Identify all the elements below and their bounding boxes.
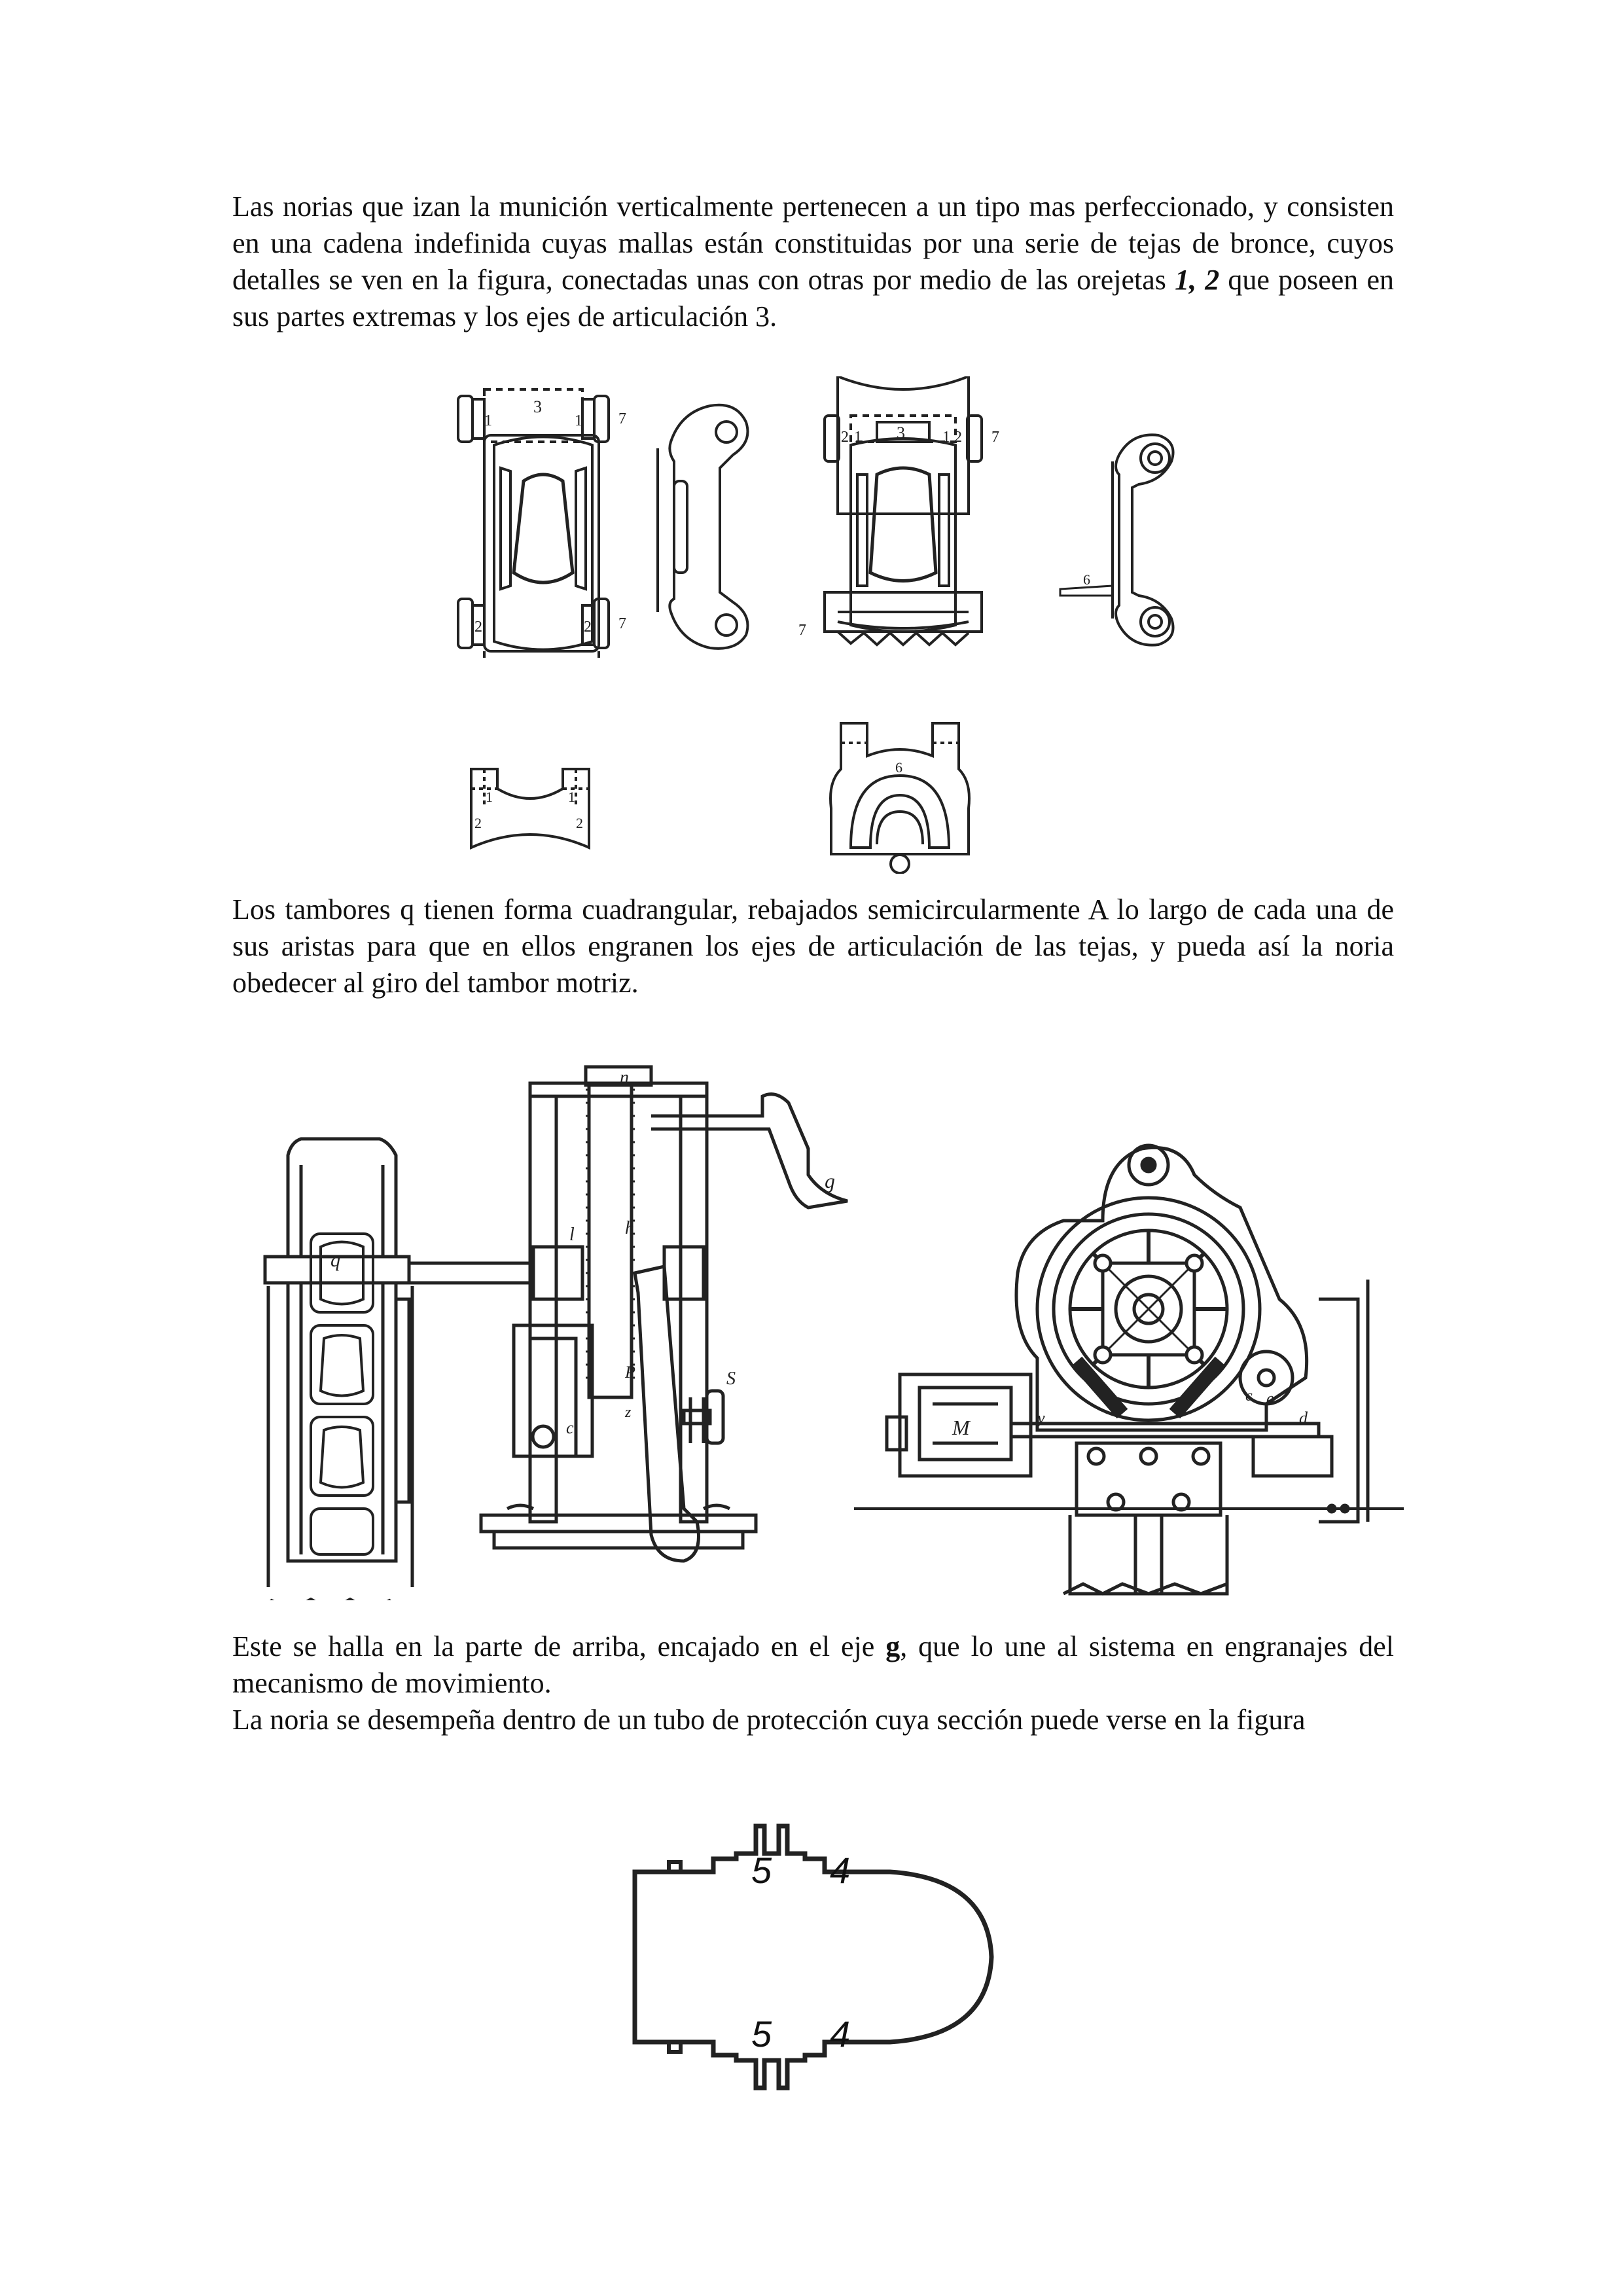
p3-text-a: Este se halla en la parte de arriba, encajado en el eje (232, 1630, 886, 1662)
figure-mecanismo (232, 1050, 1404, 1600)
fig1-label-2-d: 2 (954, 429, 962, 446)
teja-side-profile-left (658, 405, 748, 649)
p1-text-a: Las norias que izan la munición verticalmente pertenecen a un tipo mas perfeccionado, y consisten en una cadena indefinida cuyas mallas están constituidas por una serie de tejas de bronce, cuyos detalles se ven en la figura, conectadas unas con otras por medio de las orejetas (232, 190, 1394, 296)
fig1-label-2-c: 2 (841, 429, 849, 446)
fig3-label-5-bottom: 5 (751, 2013, 772, 2054)
fig1-label-6-a: 6 (1083, 571, 1090, 588)
teja-end-view-left (471, 769, 589, 848)
fig1-label-3-b: 3 (897, 423, 905, 442)
fig1-label-7-b: 7 (618, 615, 626, 632)
drive-column (481, 1067, 847, 1561)
teja-side-profile-right (1060, 435, 1173, 645)
fig2-label-m: M (952, 1416, 970, 1439)
fig1-label-2-f: 2 (576, 815, 583, 831)
fig1-label-6-b: 6 (895, 759, 902, 776)
motor-drum-assembly (854, 1145, 1404, 1594)
paragraph-tambores: Los tambores q tienen forma cuadrangular, rebajados semicircularmente A lo largo de cada una de sus aristas para que en ellos engranen los ejes de articulación de las tejas, y pueda así la noria obedecer al giro del tambor motriz. (232, 893, 1394, 999)
fig2-label-y: y (1037, 1408, 1045, 1427)
fig1-label-7-a: 7 (618, 410, 626, 427)
fig1-label-1-d: 1 (942, 429, 950, 446)
paragraph-tubo-proteccion: La noria se desempeña dentro de un tubo de protección cuya sección puede verse en la figura (232, 1704, 1306, 1736)
fig2-label-h: h (625, 1218, 634, 1238)
fig3-label-5-top: 5 (751, 1850, 772, 1891)
fig1-label-1-b: 1 (575, 412, 582, 429)
teja-end-view-middle (830, 723, 969, 873)
fig1-label-2-e: 2 (474, 815, 482, 831)
paragraph-eje-g (232, 1628, 1394, 1702)
fig2-label-s: S (726, 1369, 736, 1389)
fig2-label-l: l (569, 1225, 575, 1245)
fig3-label-4-top: 4 (830, 1850, 851, 1891)
paragraph-norias-intro (232, 188, 1394, 335)
noria-tube-section (259, 1139, 412, 1600)
teja-top-view-2 (825, 376, 982, 645)
fig2-label-c: c (566, 1418, 574, 1437)
fig2-label-q: q (330, 1249, 340, 1271)
fig1-label-7-c: 7 (991, 429, 999, 446)
shaft-g (409, 1263, 533, 1283)
p3-eje-letter: g (885, 1630, 901, 1662)
fig2-label-p: P (625, 1363, 635, 1382)
fig1-label-1-f: 1 (568, 789, 575, 805)
teja-top-view (458, 389, 609, 658)
fig1-label-7-d: 7 (798, 622, 806, 639)
fig1-label-1-c: 1 (854, 429, 862, 446)
fig2-label-g: g (825, 1169, 835, 1193)
p1-orejetas-numbers: 1, 2 (1175, 264, 1220, 296)
figure-tejas-detail (445, 376, 1263, 874)
fig2-label-n: n (620, 1067, 629, 1088)
fig3-label-4-bottom: 4 (830, 2013, 851, 2054)
fig1-label-1-e: 1 (486, 789, 493, 805)
p1-text-c: que poseen en sus partes extremas y los ejes de articulación 3. (232, 264, 1395, 332)
fig2-label-d: d (1299, 1408, 1308, 1427)
fig2-label-z: z (625, 1404, 632, 1421)
p3-text-c: , que lo une al sistema en engranajes del mecanismo de movimiento. (232, 1630, 1394, 1699)
fig1-label-1-a: 1 (484, 412, 492, 429)
fig1-label-3: 3 (533, 397, 542, 416)
fig1-label-2-b: 2 (584, 619, 592, 636)
fig2-label-cc: c (1245, 1388, 1253, 1405)
fig1-label-2-a: 2 (474, 619, 482, 636)
fig2-label-e: e (1266, 1389, 1274, 1408)
figure-tubo-seccion (615, 1806, 1034, 2094)
